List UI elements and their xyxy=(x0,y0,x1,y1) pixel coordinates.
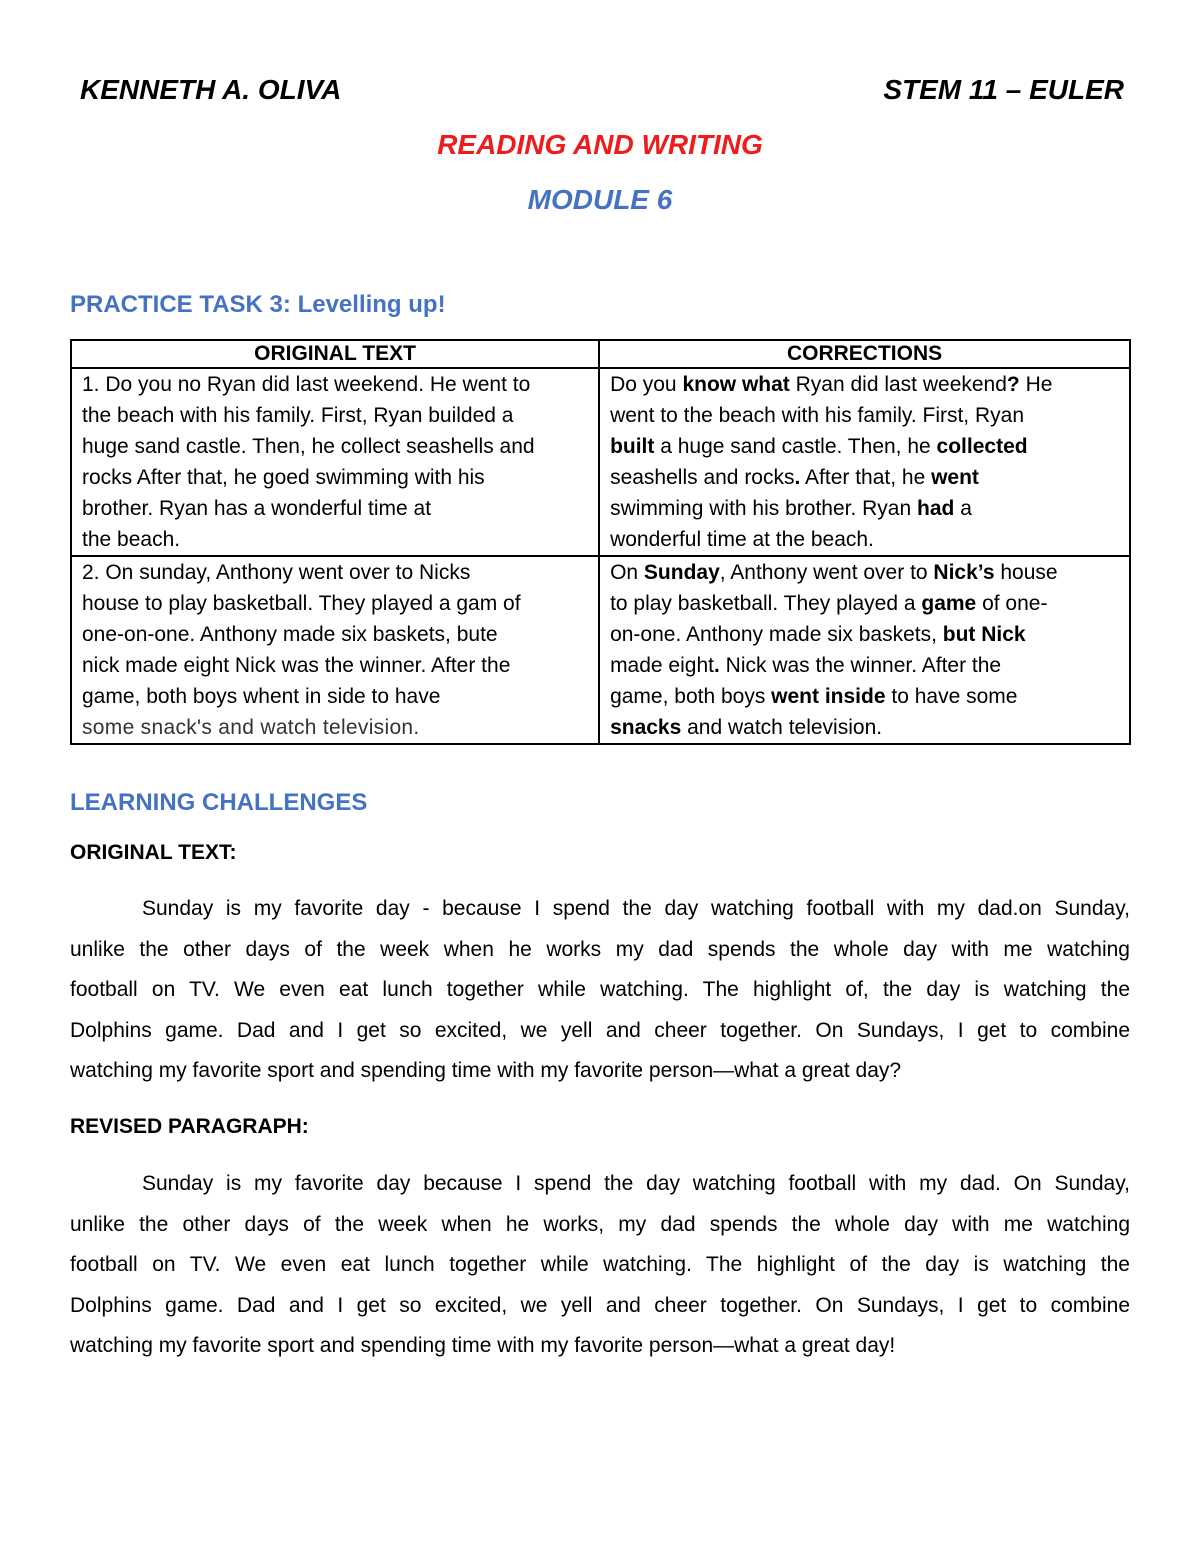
paragraph-line: unlike the other days of the week when he works, my dad spends the whole day with me watching xyxy=(70,1212,1130,1236)
paragraph-line: football on TV. We even eat lunch together while watching. The highlight of, the day is watching the xyxy=(70,978,1130,1001)
original-text-header: ORIGINAL TEXT xyxy=(71,340,599,368)
paragraph-line: unlike the other days of the week when he works my dad spends the whole day with me watching xyxy=(70,937,1130,961)
original-text-line: nick made eight Nick was the winner. After the xyxy=(82,654,511,677)
original-text-line: the beach with his family. First, Ryan builded a xyxy=(82,404,514,427)
correction-line xyxy=(610,619,1121,650)
correction-line xyxy=(610,400,1121,431)
correction-line xyxy=(610,431,1121,462)
correction-line xyxy=(610,712,1121,743)
original-text-line: some snack's and watch television. xyxy=(82,716,420,739)
corrected-word: but Nick xyxy=(942,623,1026,646)
correction-line xyxy=(610,650,1121,681)
correction-line xyxy=(610,524,1121,555)
correction-line xyxy=(610,493,1121,524)
correction-text: to play basketball. They played a xyxy=(610,592,922,615)
table-header-row xyxy=(71,340,1130,368)
correction-line xyxy=(610,462,1121,493)
original-text-cell xyxy=(71,556,599,744)
original-text-line: house to play basketball. They played a gam of xyxy=(82,592,521,615)
learning-challenges-heading: LEARNING CHALLENGES xyxy=(70,789,368,816)
original-text-line: 1. Do you no Ryan did last weekend. He went to xyxy=(82,373,531,396)
class-section: STEM 11 – EULER xyxy=(883,74,1124,105)
corrected-word: game xyxy=(921,592,977,615)
table-row xyxy=(71,556,1130,744)
correction-text: Do you xyxy=(610,373,683,396)
correction-text: He xyxy=(1019,373,1053,396)
module-title: MODULE 6 xyxy=(527,184,673,215)
corrected-word: ? xyxy=(1006,373,1020,396)
correction-text: a huge sand castle. Then, he xyxy=(654,435,937,458)
correction-cell xyxy=(599,368,1130,556)
correction-text: game, both boys xyxy=(610,685,772,708)
correction-text: house xyxy=(994,561,1058,584)
original-paragraph xyxy=(70,889,1130,1092)
corrected-word: . xyxy=(713,654,720,677)
correction-text: to have some xyxy=(885,685,1018,708)
original-text-line: one-on-one. Anthony made six baskets, bute xyxy=(82,623,498,646)
original-text-line: huge sand castle. Then, he collect seashells and xyxy=(82,435,535,458)
corrected-word: went xyxy=(931,466,979,489)
corrected-word: had xyxy=(917,497,955,520)
correction-line xyxy=(610,588,1121,619)
original-text-label: ORIGINAL TEXT: xyxy=(70,841,237,864)
corrected-word: went inside xyxy=(771,685,886,708)
correction-text: of one- xyxy=(976,592,1048,615)
correction-cell xyxy=(599,556,1130,744)
table-row xyxy=(71,368,1130,556)
corrected-word: Nick’s xyxy=(933,561,995,584)
correction-text: on-one. Anthony made six baskets, xyxy=(610,623,943,646)
paragraph-line: football on TV. We even eat lunch together while watching. The highlight of the day is watching the xyxy=(70,1253,1130,1276)
original-text-line: 2. On sunday, Anthony went over to Nicks xyxy=(82,561,471,584)
corrected-word: . xyxy=(794,466,801,489)
correction-text: Ryan did last weekend xyxy=(789,373,1007,396)
correction-text: went to the beach with his family. First, Ryan xyxy=(610,404,1025,427)
original-text-line: the beach. xyxy=(82,528,181,551)
paragraph-line: watching my favorite sport and spending time with my favorite person—what a great day? xyxy=(70,1059,902,1082)
paragraph-line: Sunday is my favorite day - because I spend the day watching football with my dad.on Sunday, xyxy=(142,897,1130,920)
paragraph-line: watching my favorite sport and spending time with my favorite person—what a great day! xyxy=(70,1334,896,1357)
correction-line xyxy=(610,681,1121,712)
revised-paragraph xyxy=(70,1164,1130,1367)
correction-text: made eight xyxy=(610,654,714,677)
correction-text: , Anthony went over to xyxy=(719,561,934,584)
original-text-line: rocks After that, he goed swimming with his xyxy=(82,466,485,489)
practice-task-heading: PRACTICE TASK 3: Levelling up! xyxy=(70,291,446,318)
paragraph-line: Sunday is my favorite day because I spend the day watching football with my dad. On Sunday, xyxy=(142,1172,1130,1195)
corrected-word: know what xyxy=(682,373,790,396)
correction-text: swimming with his brother. Ryan xyxy=(610,497,918,520)
corrected-word: collected xyxy=(936,435,1028,458)
revised-paragraph-label: REVISED PARAGRAPH: xyxy=(70,1115,309,1138)
paragraph-line: Dolphins game. Dad and I get so excited, we yell and cheer together. On Sundays, I get to combine xyxy=(70,1018,1130,1042)
correction-text: a xyxy=(954,497,972,520)
correction-text: seashells and rocks xyxy=(610,466,795,489)
paragraph-line: Dolphins game. Dad and I get so excited, we yell and cheer together. On Sundays, I get to combine xyxy=(70,1293,1130,1317)
corrected-word: Sunday xyxy=(643,561,720,584)
correction-text: After that, he xyxy=(800,466,932,489)
correction-line xyxy=(610,369,1121,400)
correction-text: wonderful time at the beach. xyxy=(610,528,874,551)
corrected-word: snacks xyxy=(610,716,682,739)
corrections-table xyxy=(70,339,1131,745)
original-text-line: game, both boys whent in side to have xyxy=(82,685,441,708)
corrections-header: CORRECTIONS xyxy=(599,340,1130,368)
corrected-word: built xyxy=(610,435,655,458)
document-header xyxy=(80,70,1124,110)
correction-text: On xyxy=(610,561,644,584)
correction-line xyxy=(610,557,1121,588)
original-text-line: brother. Ryan has a wonderful time at xyxy=(82,497,432,520)
original-text-cell xyxy=(71,368,599,556)
correction-text: Nick was the winner. After the xyxy=(719,654,1002,677)
subject-title: READING AND WRITING xyxy=(437,129,763,160)
student-name: KENNETH A. OLIVA xyxy=(80,74,342,105)
correction-text: and watch television. xyxy=(681,716,883,739)
